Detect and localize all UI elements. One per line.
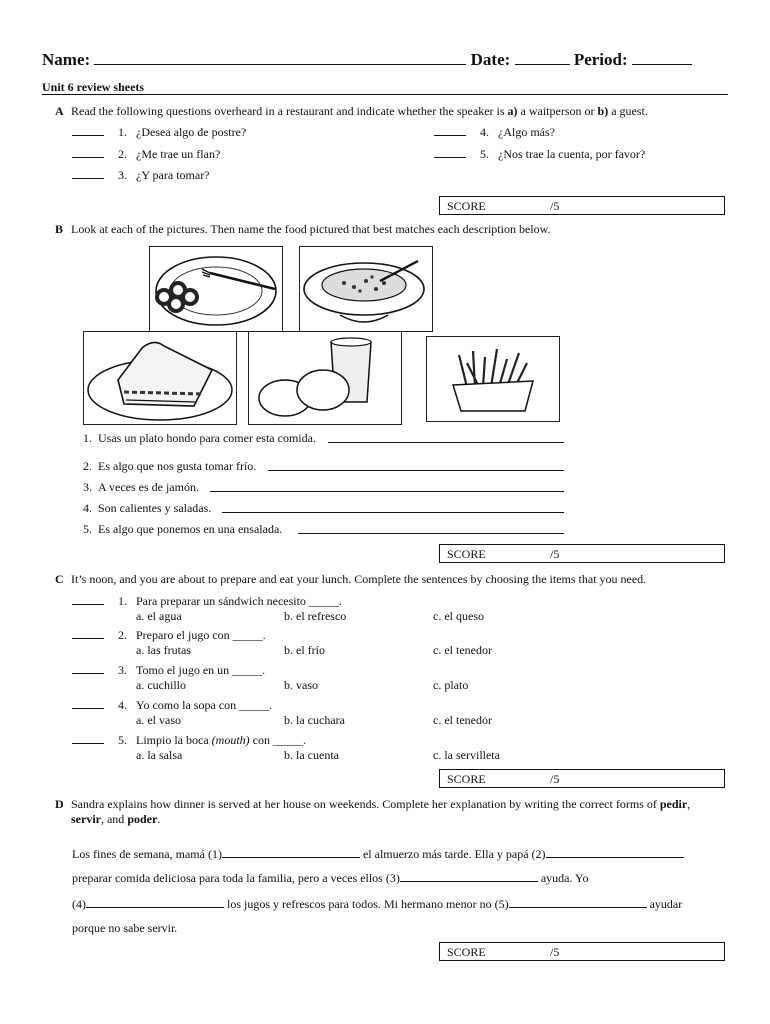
section-b-item-2: 2. Es algo que nos gusta tomar frío. <box>83 459 257 473</box>
date-field[interactable] <box>515 50 570 65</box>
section-c-item-3: 3. Tomo el jugo en un _____. a. cuchillo b. vaso c. plato <box>72 663 632 693</box>
answer-blank[interactable] <box>72 125 104 136</box>
answer-blank[interactable] <box>72 594 104 605</box>
section-b-item-4: 4. Son calientes y saladas. <box>83 501 212 515</box>
answer-blank-4[interactable] <box>86 896 224 908</box>
answer-blank[interactable] <box>72 147 104 158</box>
answer-blank[interactable] <box>72 663 104 674</box>
picture-soup-bowl <box>299 246 433 332</box>
answer-blank-2[interactable] <box>546 846 684 858</box>
section-c-letter: C <box>55 572 64 586</box>
answer-blank[interactable] <box>72 733 104 744</box>
section-c-score-box[interactable]: SCORE /5 <box>439 769 725 788</box>
period-label: Period: <box>573 50 628 69</box>
answer-line[interactable] <box>210 480 564 492</box>
section-d-line-2: preparar comida deliciosa para toda la familia, pero a veces ellos (3) ayuda. Yo <box>72 871 589 885</box>
picture-glass-and-eggs <box>248 331 402 425</box>
header <box>42 50 728 70</box>
section-d-line-1: Los fines de semana, mamá (1) el almuerzo más tarde. Ella y papá (2) <box>72 846 684 862</box>
picture-sandwich <box>83 331 237 425</box>
section-a-item-4: 4. ¿Algo más? <box>434 125 466 140</box>
section-c-instruction: C It’s noon, and you are about to prepare and eat your lunch. Complete the sentences by choosing the items that you need. <box>55 572 647 586</box>
section-d-line-4: porque no sabe servir. <box>72 921 178 935</box>
answer-blank[interactable] <box>434 125 466 136</box>
section-b-instruction: B Look at each of the pictures. Then name the food pictured that best matches each description below. <box>55 222 551 236</box>
section-d-score-box[interactable]: SCORE /5 <box>439 942 725 961</box>
name-field[interactable] <box>94 50 466 65</box>
answer-blank[interactable] <box>72 698 104 709</box>
section-a-score-box[interactable]: SCORE /5 <box>439 196 725 215</box>
section-b-score-box[interactable]: SCORE /5 <box>439 544 725 563</box>
answer-line[interactable] <box>222 501 564 513</box>
section-d-line-3: (4) los jugos y refrescos para todos. Mi hermano menor no (5) ayudar <box>72 897 683 911</box>
answer-blank-5[interactable] <box>509 896 647 908</box>
section-d-instruction: D Sandra explains how dinner is served at her house on weekends. Complete her explanation by writing the correct forms of pedir, servir, and poder. <box>55 797 691 826</box>
section-b-item-1: 1. Usas un plato hondo para comer esta comida. <box>83 431 316 445</box>
answer-line[interactable] <box>328 431 564 443</box>
section-a-item-1: 1. ¿Desea algo de postre? <box>72 125 104 140</box>
section-b-item-3: 3. A veces es de jamón. <box>83 480 199 494</box>
header-divider <box>42 94 728 95</box>
picture-french-fries <box>426 336 560 422</box>
section-a-item-2: 2. ¿Me trae un flan? <box>72 147 104 162</box>
answer-blank[interactable] <box>72 628 104 639</box>
name-label: Name: <box>42 50 91 69</box>
section-c-item-4: 4. Yo como la sopa con _____. a. el vaso b. la cuchara c. el tenedor <box>72 698 632 728</box>
unit-title: Unit 6 review sheets <box>42 80 145 94</box>
section-a-instruction: A Read the following questions overheard in a restaurant and indicate whether the speaker is a) a waitperson or b) a guest. <box>55 104 648 118</box>
section-a-item-3: 3. ¿Y para tomar? <box>72 168 104 183</box>
section-a-item-5: 5. ¿Nos trae la cuenta, por favor? <box>434 147 466 162</box>
section-c-item-1: 1. Para preparar un sándwich necesito _____. a. el agua b. el refresco c. el queso <box>72 594 632 624</box>
date-label: Date: <box>470 50 511 69</box>
section-c-item-5: 5. Limpio la boca (mouth) con _____. a. la salsa b. la cuenta c. la servilleta <box>72 733 632 763</box>
section-d-letter: D <box>55 797 64 811</box>
answer-blank-1[interactable] <box>222 846 360 858</box>
section-b-letter: B <box>55 222 64 236</box>
section-c-item-2: 2. Preparo el jugo con _____. a. las frutas b. el frío c. el tenedor <box>72 628 632 658</box>
answer-blank[interactable] <box>434 147 466 158</box>
period-field[interactable] <box>632 50 692 65</box>
answer-blank[interactable] <box>72 168 104 179</box>
answer-line[interactable] <box>298 522 564 534</box>
section-a-letter: A <box>55 104 64 118</box>
answer-blank-3[interactable] <box>400 870 538 882</box>
picture-plate-with-fork <box>149 246 283 332</box>
answer-line[interactable] <box>268 459 564 471</box>
section-b-item-5: 5. Es algo que ponemos en una ensalada. <box>83 522 283 536</box>
